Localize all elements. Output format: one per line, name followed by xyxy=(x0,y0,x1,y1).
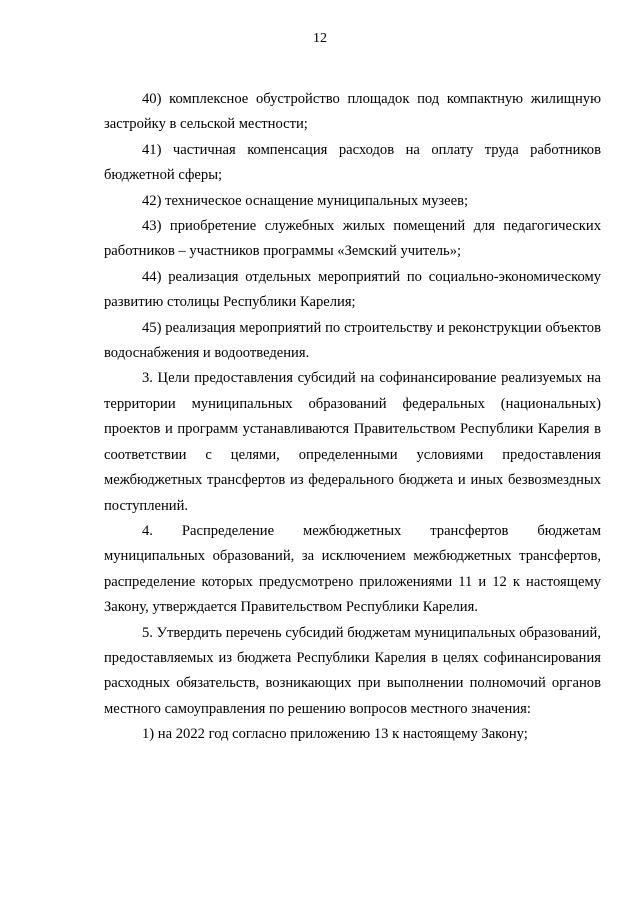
paragraph-section-3: 3. Цели предоставления субсидий на софинансирование реализуемых на территории муниципальных образований федеральных (национальных) проектов и программ устанавливаются Правительством Республики Карелия в соответствии с целями, определенными условиями предоставления межбюджетных трансфертов из федерального бюджета и иных безвозмездных поступлений. xyxy=(104,370,601,514)
paragraph-item-41: 41) частичная компенсация расходов на оплату труда работников бюджетной сферы; xyxy=(104,141,601,184)
paragraph-item-43: 43) приобретение служебных жилых помещений для педагогических работников – участников программы «Земский учитель»; xyxy=(104,218,601,260)
paragraph-item-45: 45) реализация мероприятий по строительству и реконструкции объектов водоснабжения и водоотведения. xyxy=(104,319,601,362)
paragraph-section-5: 5. Утвердить перечень субсидий бюджетам муниципальных образований, предоставляемых из бюджета Республики Карелия в целях софинансирования расходных обязательств, возникающих при выполнении полномочий органов местного самоуправления по решению вопросов местного значения: xyxy=(104,624,601,717)
paragraph-section-4: 4. Распределение межбюджетных трансфертов бюджетам муниципальных образований, за исключением межбюджетных трансфертов, распределение которых предусмотрено приложениями 11 и 12 к настоящему Закону, утверждается Правительством Республики Карелия. xyxy=(104,522,601,616)
paragraph-item-40: 40) комплексное обустройство площадок под компактную жилищную застройку в сельской местности; xyxy=(104,91,601,133)
paragraph-item-42: 42) техническое оснащение муниципальных музеев; xyxy=(142,192,469,209)
paragraph-item-44: 44) реализация отдельных мероприятий по социально-экономическому развитию столицы Республики Карелия; xyxy=(104,268,601,311)
paragraph-subitem-1: 1) на 2022 год согласно приложению 13 к настоящему Закону; xyxy=(142,726,528,743)
page-number: 12 xyxy=(313,31,327,46)
document-body xyxy=(104,87,601,748)
